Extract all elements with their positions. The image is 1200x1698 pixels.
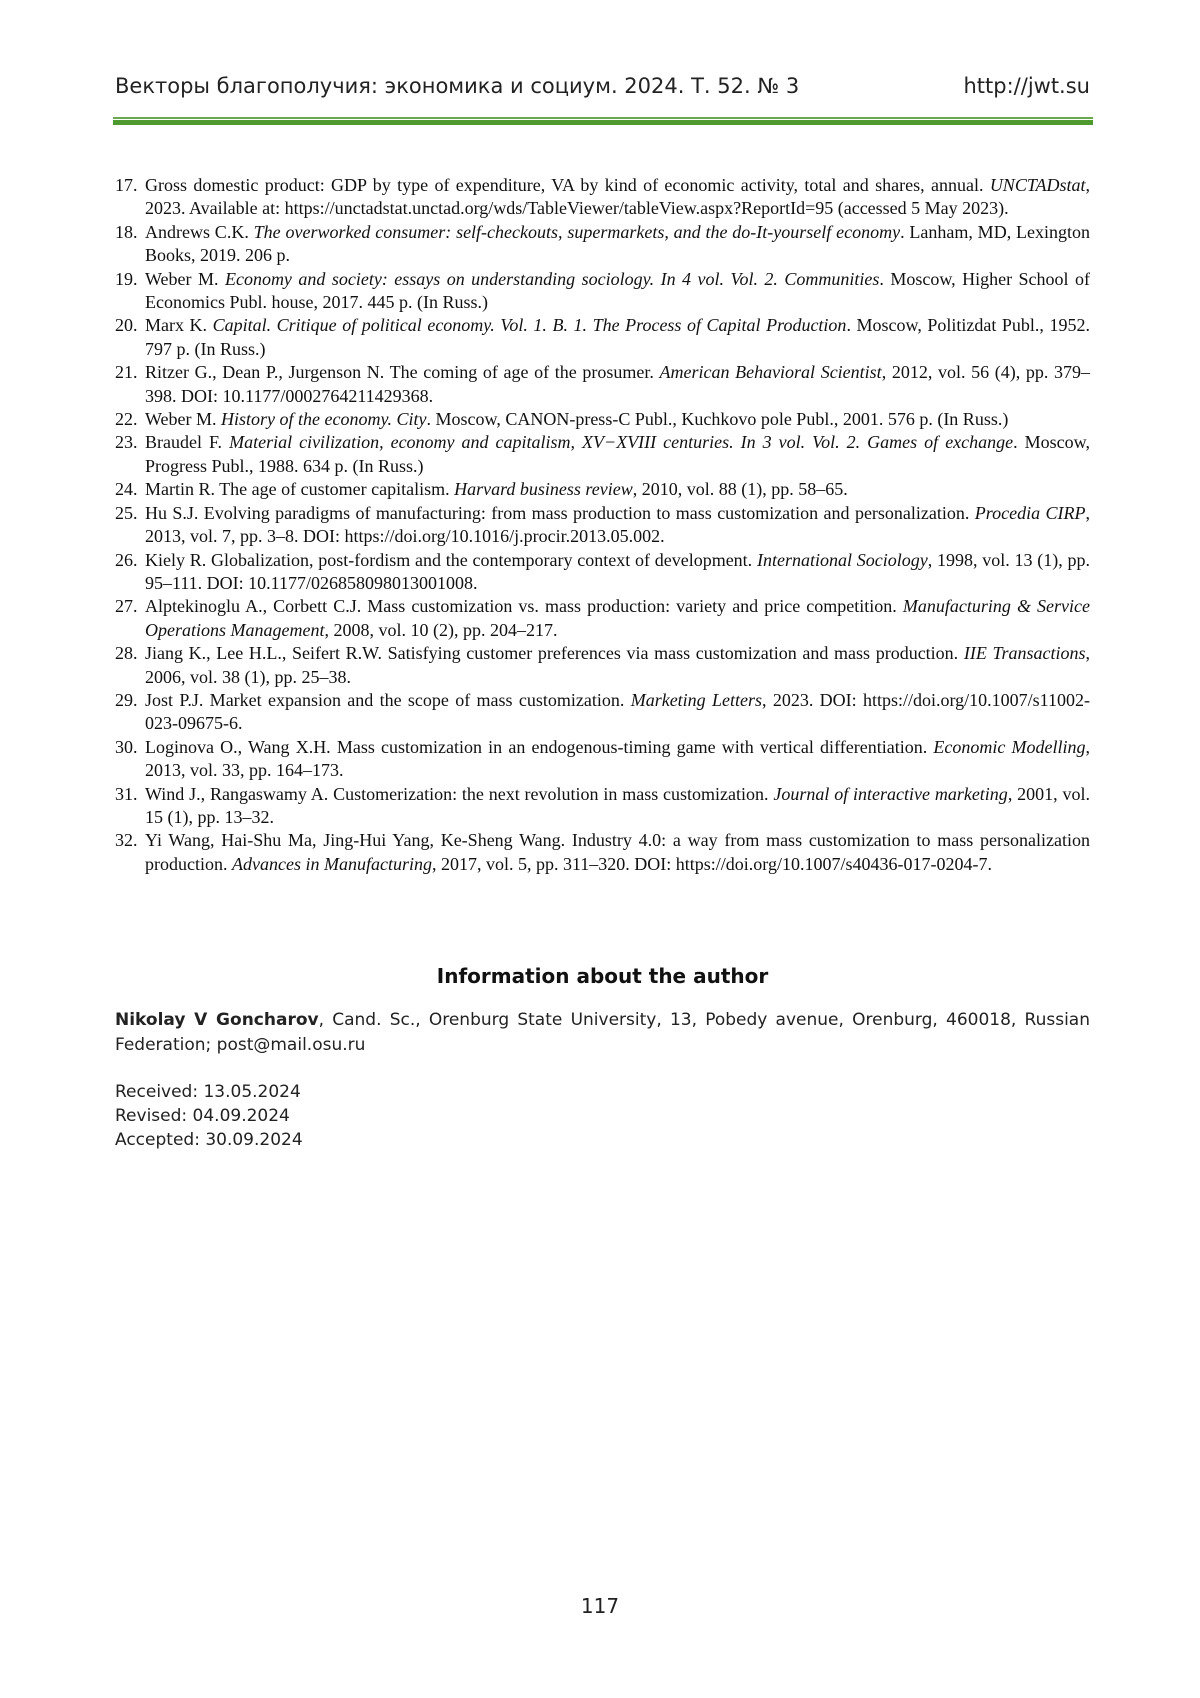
reference-item	[115, 174, 1090, 221]
reference-item	[115, 595, 1090, 642]
reference-text: Marx K.	[145, 315, 213, 336]
reference-text: . Moscow, CANON-press-C Publ., Kuchkovo pole Publ., 2001. 576 p. (In Russ.)	[426, 409, 1009, 430]
reference-text: , 2017, vol. 5, pp. 311–320. DOI: https://doi.org/10.1007/s40436-017-0204-7.	[431, 853, 992, 874]
reference-source-title: IIE Transactions	[963, 643, 1086, 664]
reference-text: . Moscow, Politizdat Publ., 1952. 797 p. (In Russ.)	[145, 315, 1090, 359]
reference-number: 21.	[115, 362, 138, 383]
reference-item	[115, 221, 1090, 268]
reference-number: 31.	[115, 783, 138, 804]
reference-source-title: Procedia CIRP	[974, 502, 1086, 523]
reference-text: Gross domestic product: GDP by type of expenditure, VA by kind of economic activity, total and shares, annual.	[145, 175, 990, 195]
reference-text: , 2012, vol. 56 (4), pp. 379–398. DOI: 10.1177/0002764211429368.	[145, 362, 1090, 406]
reference-text: Kiely R. Globalization, post-fordism and the contemporary context of development.	[145, 549, 757, 570]
reference-number: 28.	[115, 643, 138, 664]
reference-source-title: UNCTADstat	[989, 175, 1086, 195]
reference-number: 17.	[115, 175, 138, 195]
reference-text: . Moscow, Progress Publ., 1988. 634 p. (In Russ.)	[145, 432, 1090, 476]
reference-item	[115, 783, 1090, 830]
reference-number: 20.	[115, 315, 138, 336]
reference-item	[115, 431, 1090, 478]
revised-date: Revised: 04.09.2024	[115, 1106, 290, 1126]
reference-number: 26.	[115, 549, 138, 570]
reference-text: , 1998, vol. 13 (1), pp. 95–111. DOI: 10.1177/026858098013001008.	[145, 549, 1090, 593]
reference-source-title: Economy and society: essays on understanding sociology. In 4 vol. Vol. 2. Communities	[224, 268, 880, 289]
reference-number: 32.	[115, 830, 138, 851]
header-rule-thin	[113, 117, 1093, 119]
running-header	[115, 74, 1090, 106]
reference-number: 27.	[115, 596, 138, 617]
reference-source-title: Advances in Manufacturing	[232, 853, 432, 874]
reference-number: 29.	[115, 689, 138, 710]
reference-list	[115, 174, 1090, 876]
reference-text: Alptekinoglu A., Corbett C.J. Mass customization vs. mass production: variety and price competition.	[145, 596, 903, 617]
reference-item	[115, 829, 1090, 876]
reference-text: Loginova O., Wang X.H. Mass customization in an endogenous-timing game with vertical differentiation.	[145, 736, 934, 757]
reference-item	[115, 361, 1090, 408]
reference-source-title: Marketing Letters	[630, 689, 763, 710]
reference-item	[115, 736, 1090, 783]
reference-text: Andrews C.K.	[145, 221, 254, 242]
author-name: Nikolay V Goncharov	[115, 1010, 319, 1030]
reference-source-title: Journal of interactive marketing	[773, 783, 1008, 804]
reference-source-title: The overworked consumer: self-checkouts, supermarkets, and the do-It-yourself economy	[253, 221, 901, 242]
reference-item	[115, 268, 1090, 315]
reference-text: Jiang K., Lee H.L., Seifert R.W. Satisfying customer preferences via mass customization and mass production.	[145, 643, 964, 664]
reference-number: 19.	[115, 268, 138, 289]
reference-text: , 2023. DOI: https://doi.org/10.1007/s11002-023-09675-6.	[145, 689, 1090, 734]
reference-item	[115, 408, 1090, 431]
accepted-date: Accepted: 30.09.2024	[115, 1130, 303, 1150]
reference-number: 24.	[115, 479, 138, 500]
reference-text: Yi Wang, Hai-Shu Ma, Jing-Hui Yang, Ke-Sheng Wang. Industry 4.0: a way from mass customization to mass personalization production.	[145, 830, 1090, 874]
reference-source-title: Harvard business review	[454, 479, 633, 500]
reference-text: , 2013, vol. 7, pp. 3–8. DOI: https://doi.org/10.1016/j.procir.2013.05.002.	[145, 502, 1090, 547]
reference-text: , 2023. Available at: https://unctadstat.unctad.org/wds/TableViewer/tableView.aspx?ReportId=95 (accessed 5 May 2023).	[145, 175, 1090, 219]
reference-number: 23.	[115, 432, 138, 453]
reference-item	[115, 478, 1090, 501]
reference-text: Braudel F.	[145, 432, 230, 453]
reference-item	[115, 549, 1090, 596]
author-info	[115, 1008, 1090, 1058]
reference-number: 30.	[115, 736, 138, 757]
reference-number: 22.	[115, 409, 138, 430]
article-dates	[115, 1080, 515, 1152]
reference-source-title: Manufacturing & Service Operations Management	[145, 596, 1090, 640]
reference-item	[115, 314, 1090, 361]
reference-text: Weber M.	[145, 268, 225, 289]
reference-text: , 2006, vol. 38 (1), pp. 25–38.	[145, 643, 1090, 687]
reference-text: . Lanham, MD, Lexington Books, 2019. 206 p.	[145, 221, 1090, 266]
reference-text: Martin R. The age of customer capitalism.	[145, 479, 455, 500]
reference-item	[115, 502, 1090, 549]
reference-text: , 2010, vol. 88 (1), pp. 58–65.	[632, 479, 848, 500]
reference-text: Weber M.	[145, 409, 222, 430]
reference-source-title: Economic Modelling	[933, 736, 1086, 757]
reference-item	[115, 689, 1090, 736]
reference-text: Wind J., Rangaswamy A. Customerization: the next revolution in mass customization.	[145, 783, 774, 804]
journal-website: http://jwt.su	[963, 74, 1090, 98]
reference-source-title: History of the economy. City	[221, 409, 427, 430]
reference-text: Ritzer G., Dean P., Jurgenson N. The coming of age of the prosumer.	[145, 362, 660, 383]
reference-source-title: Material civilization, economy and capitalism, XV−XVIII centuries. In 3 vol. Vol. 2. Games of exchange	[229, 432, 1014, 453]
reference-source-title: International Sociology	[756, 549, 928, 570]
reference-text: , 2008, vol. 10 (2), pp. 204–217.	[324, 619, 558, 640]
reference-number: 18.	[115, 221, 138, 242]
header-rule-thick	[113, 120, 1093, 125]
reference-text: Hu S.J. Evolving paradigms of manufacturing: from mass production to mass customization and personalization.	[145, 502, 975, 523]
author-info-heading: Information about the author	[436, 964, 769, 988]
reference-item	[115, 642, 1090, 689]
author-details: , Cand. Sc., Orenburg State University, 13, Pobedy avenue, Orenburg, 460018, Russian Federation; post@mail.osu.ru	[115, 1010, 1090, 1055]
reference-source-title: American Behavioral Scientist	[659, 362, 882, 383]
page-number: 117	[580, 1594, 620, 1618]
reference-text: , 2013, vol. 33, pp. 164–173.	[145, 736, 1090, 781]
received-date: Received: 13.05.2024	[115, 1082, 301, 1102]
reference-text: Jost P.J. Market expansion and the scope of mass customization.	[145, 689, 631, 710]
journal-title: Векторы благополучия: экономика и социум. 2024. Т. 52. № 3	[115, 74, 800, 98]
reference-text: . Moscow, Higher School of Economics Publ. house, 2017. 445 p. (In Russ.)	[145, 268, 1090, 313]
reference-source-title: Capital. Critique of political economy. Vol. 1. B. 1. The Process of Capital Production	[212, 315, 847, 336]
reference-number: 25.	[115, 502, 138, 523]
reference-text: , 2001, vol. 15 (1), pp. 13–32.	[145, 783, 1090, 827]
